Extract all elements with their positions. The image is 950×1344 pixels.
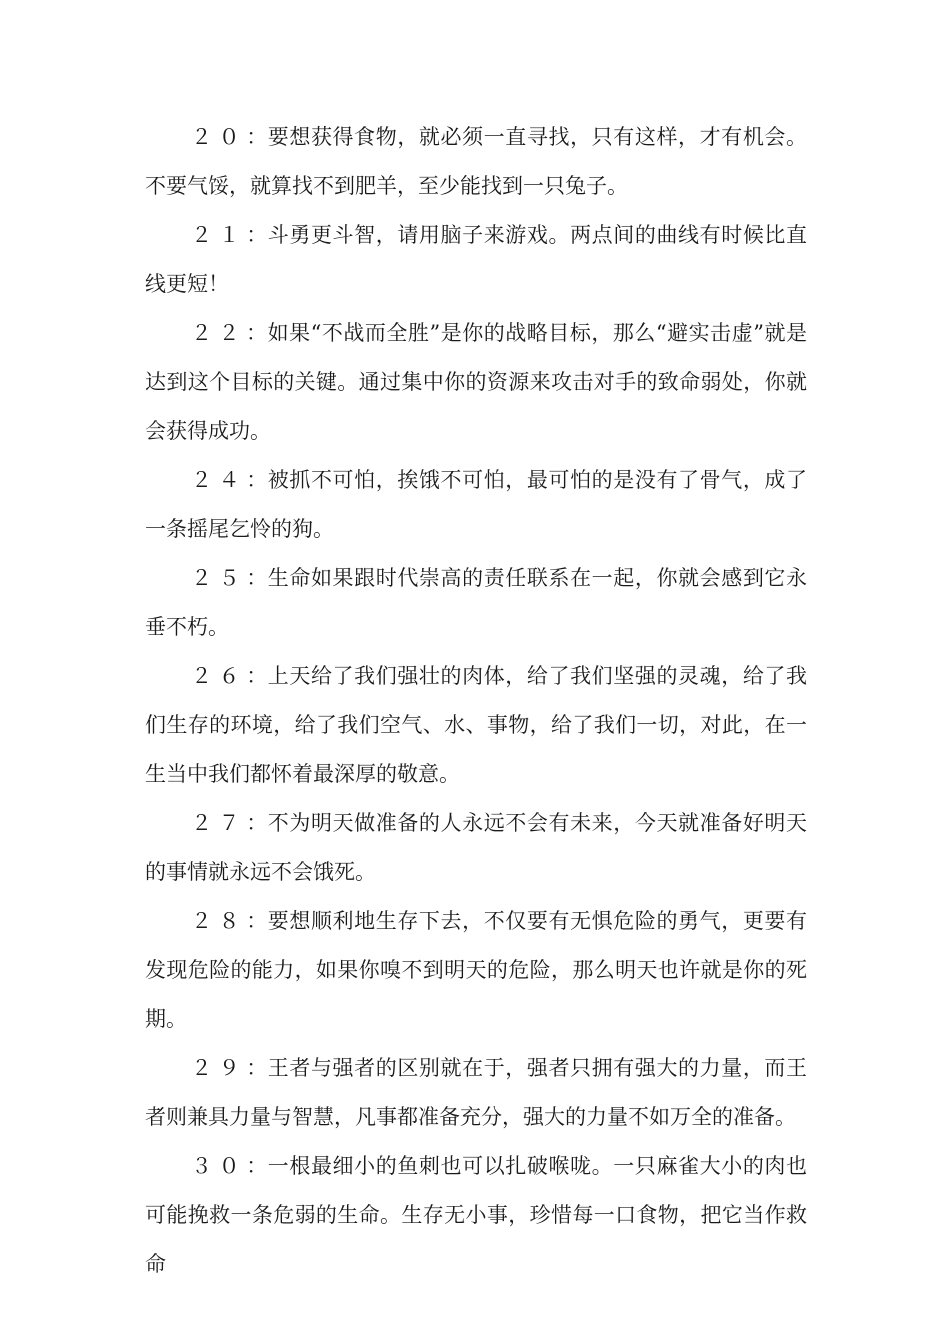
quote-paragraph-30 xyxy=(145,1142,807,1289)
quote-number: ２９ xyxy=(191,1056,247,1080)
quote-paragraph-22 xyxy=(145,309,807,456)
quote-text: ：上天给了我们强壮的肉体，给了我们坚强的灵魂，给了我们生存的环境，给了我们空气、水、事物，给了我们一切，对此，在一生当中我们都怀着最深厚的敬意。 xyxy=(145,664,807,786)
quote-text: ：一根最细小的鱼刺也可以扎破喉咙。一只麻雀大小的肉也可能挽救一条危弱的生命。生存无小事，珍惜每一口食物，把它当作救命 xyxy=(145,1154,807,1276)
quote-number: ２６ xyxy=(191,664,247,688)
quote-paragraph-29 xyxy=(145,1044,807,1142)
quote-text: ：斗勇更斗智，请用脑子来游戏。两点间的曲线有时候比直线更短！ xyxy=(145,223,807,296)
quote-paragraph-25 xyxy=(145,554,807,652)
quote-number: ２１ xyxy=(191,223,247,247)
quote-number: ２７ xyxy=(191,811,247,835)
quote-number: ３０ xyxy=(191,1154,247,1178)
quote-paragraph-27 xyxy=(145,799,807,897)
quote-paragraph-26 xyxy=(145,652,807,799)
quote-paragraph-28 xyxy=(145,897,807,1044)
quote-text: ：生命如果跟时代崇高的责任联系在一起，你就会感到它永垂不朽。 xyxy=(145,566,807,639)
quote-number: ２２ xyxy=(191,321,247,345)
quote-text: ：不为明天做准备的人永远不会有未来，今天就准备好明天的事情就永远不会饿死。 xyxy=(145,811,807,884)
quote-paragraph-20 xyxy=(145,113,807,211)
quote-number: ２４ xyxy=(191,468,247,492)
document-page xyxy=(145,113,807,1289)
quote-number: ２８ xyxy=(191,909,247,933)
quote-paragraph-24 xyxy=(145,456,807,554)
quote-text: ：要想获得食物，就必须一直寻找，只有这样，才有机会。不要气馁，就算找不到肥羊，至少能找到一只兔子。 xyxy=(145,125,807,198)
quote-paragraph-21 xyxy=(145,211,807,309)
quote-text: ：被抓不可怕，挨饿不可怕，最可怕的是没有了骨气，成了一条摇尾乞怜的狗。 xyxy=(145,468,807,541)
quote-text: ：王者与强者的区别就在于，强者只拥有强大的力量，而王者则兼具力量与智慧，凡事都准备充分，强大的力量不如万全的准备。 xyxy=(145,1056,807,1129)
quote-number: ２５ xyxy=(191,566,247,590)
quote-text: ：要想顺利地生存下去，不仅要有无惧危险的勇气，更要有发现危险的能力，如果你嗅不到明天的危险，那么明天也许就是你的死期。 xyxy=(145,909,807,1031)
quote-number: ２０ xyxy=(191,125,247,149)
quote-text: ：如果“不战而全胜”是你的战略目标，那么“避实击虚”就是达到这个目标的关键。通过集中你的资源来攻击对手的致命弱处，你就会获得成功。 xyxy=(145,321,807,443)
